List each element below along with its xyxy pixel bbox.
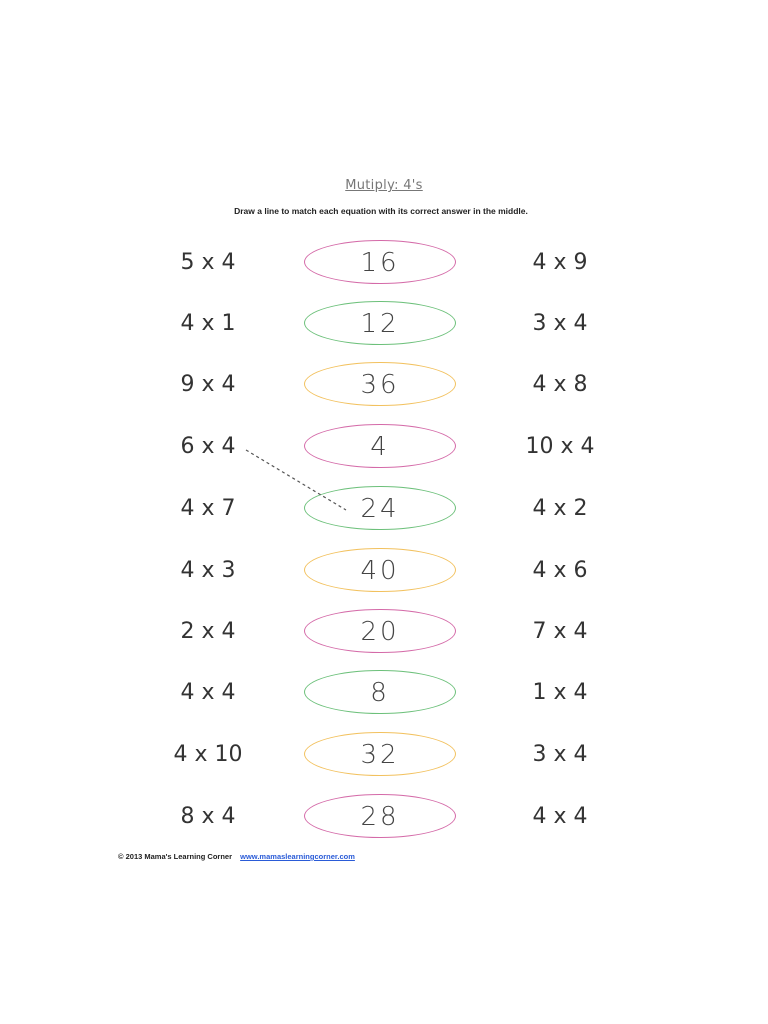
answer-value[interactable]: 36 <box>360 370 400 400</box>
problem-row <box>0 792 768 842</box>
left-equation[interactable]: 2 x 4 <box>180 619 236 644</box>
right-equation[interactable]: 1 x 4 <box>532 680 588 705</box>
right-equation[interactable]: 3 x 4 <box>532 311 588 336</box>
worksheet-instructions: Draw a line to match each equation with its correct answer in the middle. <box>234 206 528 216</box>
answer-value[interactable]: 28 <box>360 802 400 832</box>
problem-row <box>0 546 768 596</box>
left-equation[interactable]: 4 x 7 <box>180 496 236 521</box>
answer-value[interactable]: 12 <box>360 309 400 339</box>
answer-value[interactable]: 24 <box>360 494 400 524</box>
left-equation[interactable]: 4 x 10 <box>173 742 243 767</box>
problem-row <box>0 422 768 472</box>
problem-row <box>0 484 768 534</box>
right-equation[interactable]: 4 x 6 <box>532 558 588 583</box>
right-equation[interactable]: 7 x 4 <box>532 619 588 644</box>
answer-value[interactable]: 8 <box>370 678 390 708</box>
right-equation[interactable]: 4 x 2 <box>532 496 588 521</box>
right-equation[interactable]: 4 x 9 <box>532 250 588 275</box>
footer <box>118 852 355 861</box>
left-equation[interactable]: 4 x 1 <box>180 311 236 336</box>
answer-value[interactable]: 40 <box>360 556 400 586</box>
problem-row <box>0 730 768 780</box>
answer-value[interactable]: 16 <box>360 248 400 278</box>
website-link[interactable]: www.mamaslearningcorner.com <box>240 852 355 861</box>
left-equation[interactable]: 5 x 4 <box>180 250 236 275</box>
answer-value[interactable]: 4 <box>370 432 390 462</box>
answer-value[interactable]: 20 <box>360 617 400 647</box>
left-equation[interactable]: 4 x 3 <box>180 558 236 583</box>
problem-row <box>0 607 768 657</box>
left-equation[interactable]: 4 x 4 <box>180 680 236 705</box>
left-equation[interactable]: 9 x 4 <box>180 372 236 397</box>
left-equation[interactable]: 6 x 4 <box>180 434 236 459</box>
answer-value[interactable]: 32 <box>360 740 400 770</box>
problem-row <box>0 668 768 718</box>
right-equation[interactable]: 4 x 8 <box>532 372 588 397</box>
problem-row <box>0 238 768 288</box>
right-equation[interactable]: 3 x 4 <box>532 742 588 767</box>
problem-row <box>0 360 768 410</box>
problem-row <box>0 299 768 349</box>
left-equation[interactable]: 8 x 4 <box>180 804 236 829</box>
copyright-text: © 2013 Mama's Learning Corner <box>118 852 233 861</box>
right-equation[interactable]: 4 x 4 <box>532 804 588 829</box>
worksheet-title: Mutiply: 4's <box>345 178 423 193</box>
right-equation[interactable]: 10 x 4 <box>525 434 595 459</box>
